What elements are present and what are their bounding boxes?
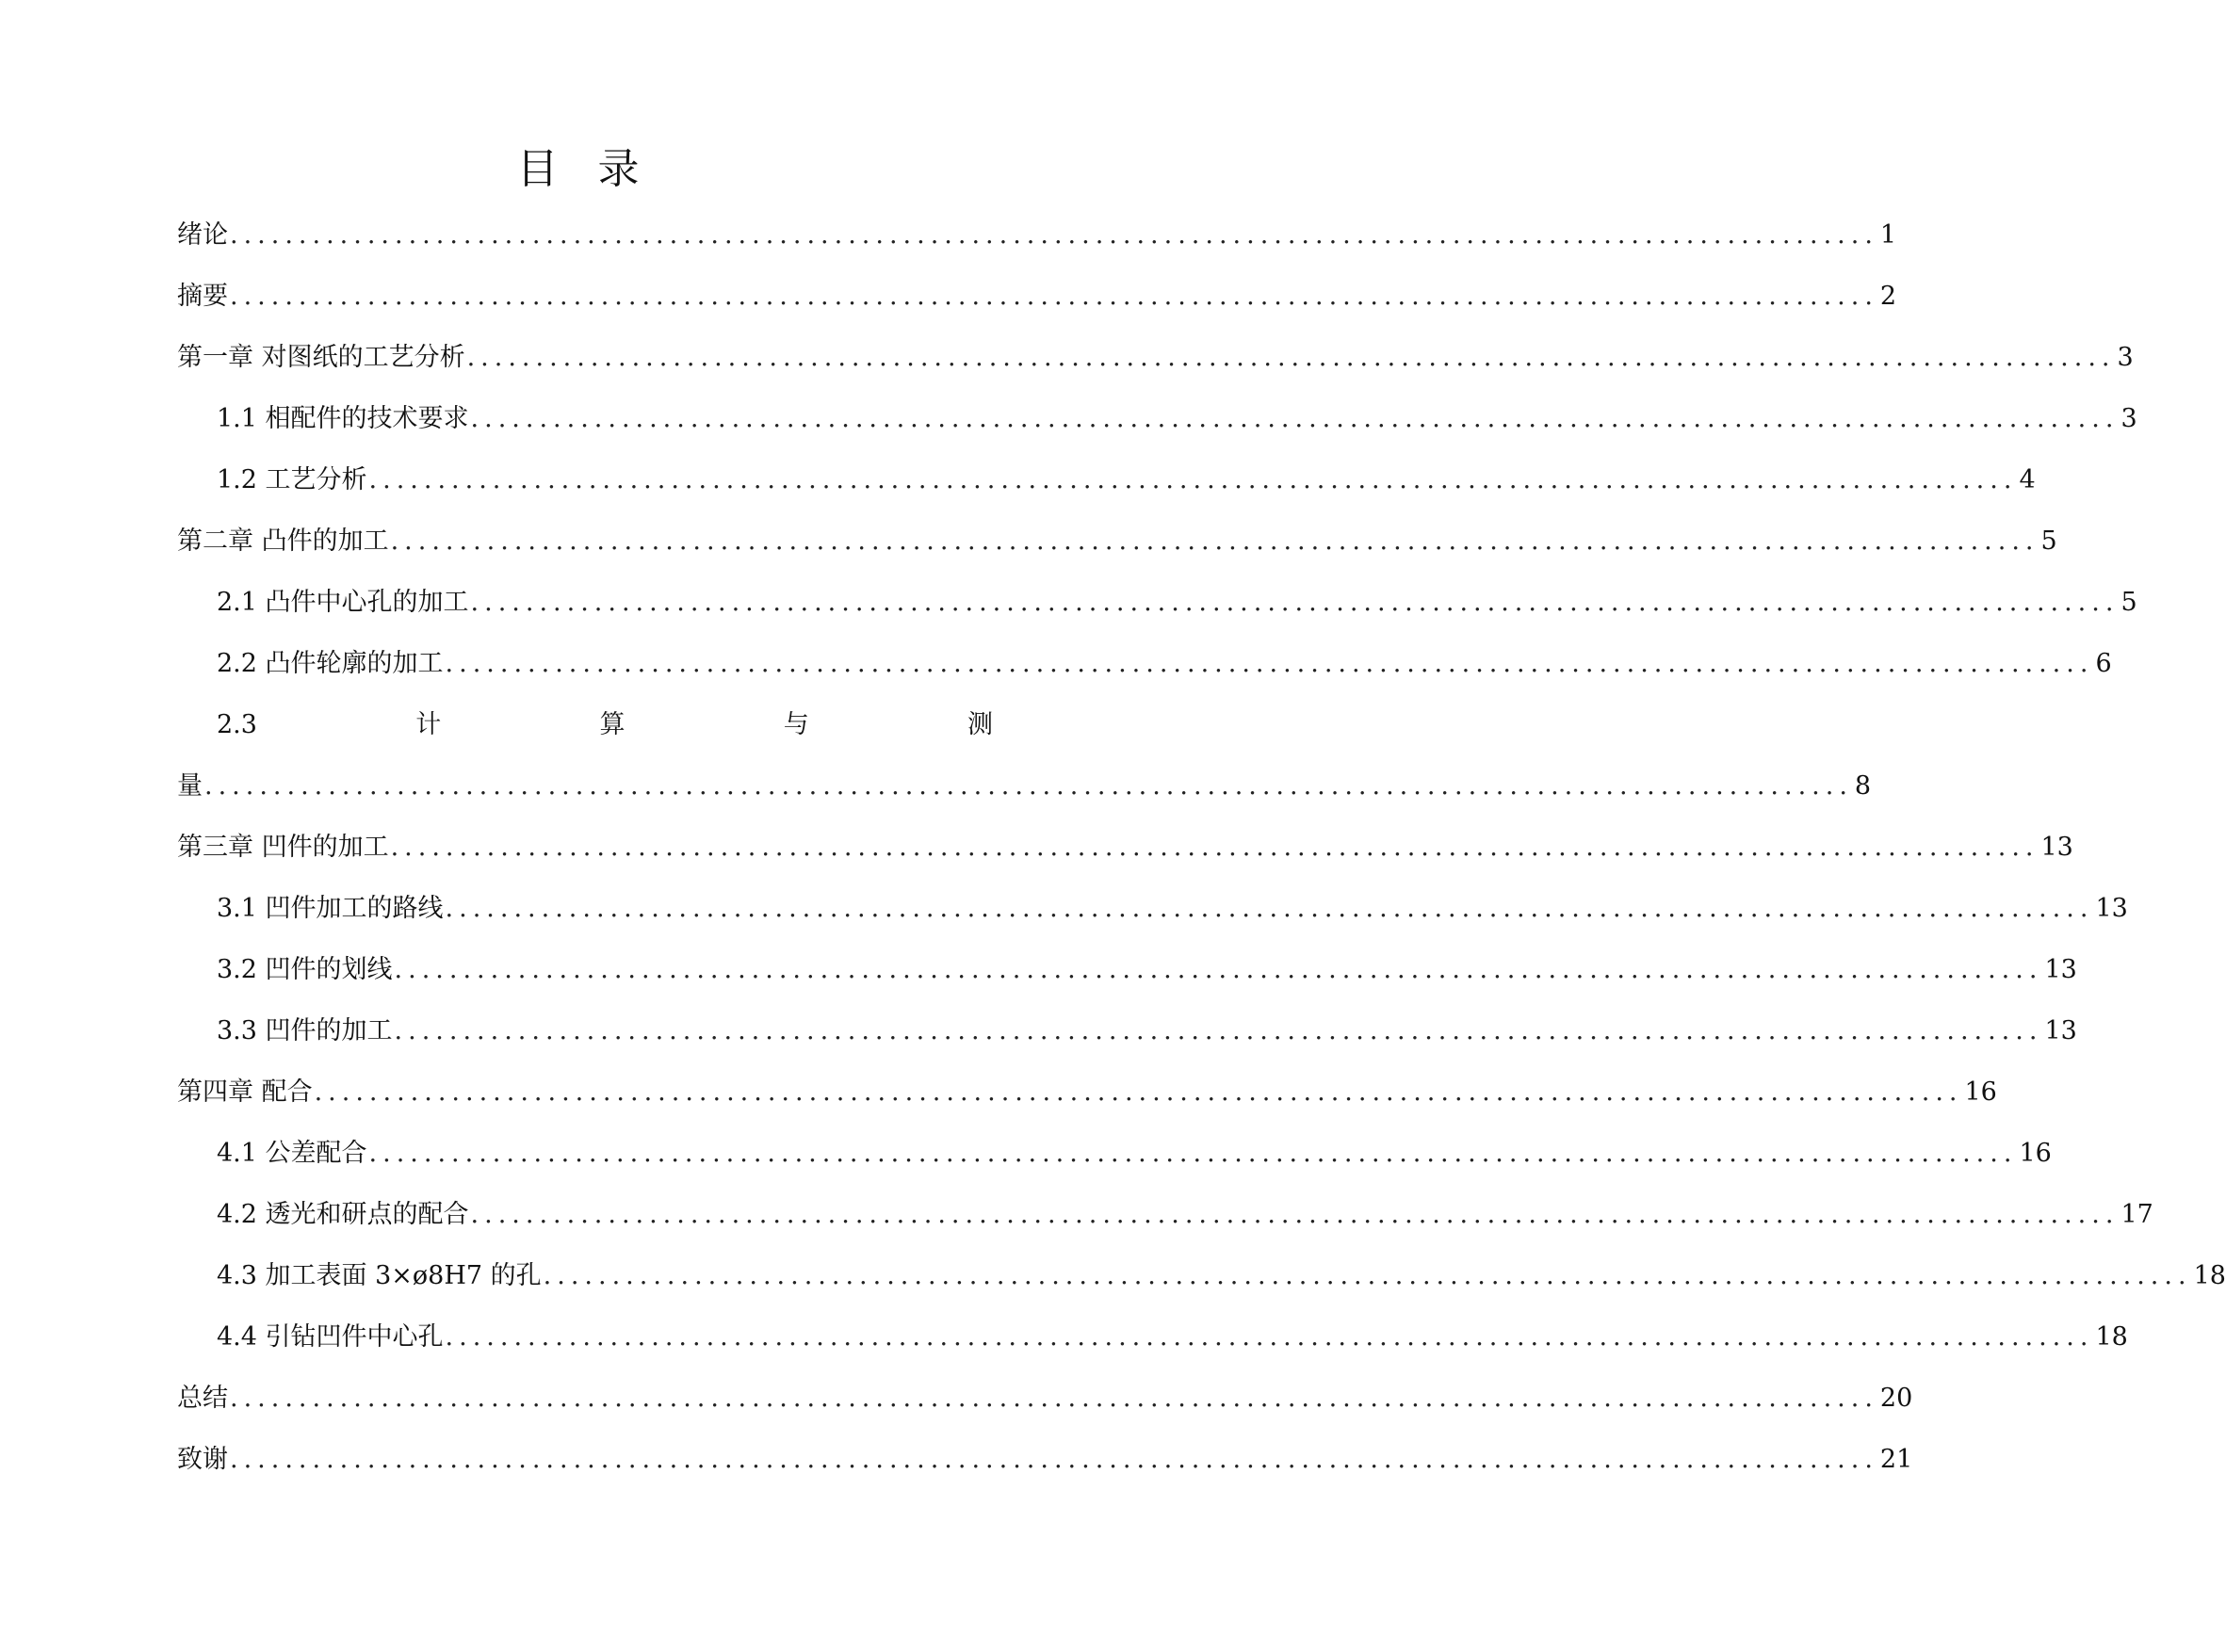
toc-entry-label-part: 计 (415, 710, 442, 739)
toc-leader-dots: ........................................................................................................................ (445, 1322, 2094, 1352)
table-of-contents (177, 204, 2226, 1490)
toc-entry-label: 摘要 (177, 282, 228, 311)
toc-entry-label: 第三章 凹件的加工 (177, 833, 389, 862)
toc-entry-page: 18 (2095, 1322, 2128, 1352)
toc-entry-section-3-1[interactable] (177, 878, 2128, 939)
toc-entry-label: 1.1 相配件的技术要求 (217, 404, 469, 433)
toc-entry-label: 4.1 公差配合 (217, 1139, 367, 1168)
toc-entry-section-3-2[interactable] (177, 939, 2077, 1000)
toc-entry-label: 2.2 凸件轮廓的加工 (217, 649, 444, 678)
toc-entry-section-4-3[interactable] (177, 1245, 2226, 1306)
toc-entry-page: 3 (2117, 343, 2134, 372)
toc-entry-label: 4.2 透光和研点的配合 (217, 1200, 469, 1229)
toc-leader-dots: ........................................................................................................................ (368, 465, 2018, 494)
toc-entry-acknowledgements[interactable] (177, 1429, 1913, 1490)
toc-entry-chapter-2[interactable] (177, 510, 2057, 572)
toc-entry-section-2-1[interactable] (177, 572, 2137, 633)
toc-entry-section-4-1[interactable] (177, 1123, 2052, 1184)
toc-entry-label: 致谢 (177, 1445, 228, 1474)
toc-leader-dots: ........................................................................................................................ (230, 220, 1878, 250)
toc-entry-label: 4.3 加工表面 3×ø8H7 的孔 (217, 1261, 542, 1290)
toc-leader-dots: ........................................................................................................................ (445, 894, 2094, 923)
toc-entry-label-part: 算 (599, 710, 626, 739)
toc-entry-section-3-3[interactable] (177, 1000, 2077, 1061)
toc-title: 目 录 (516, 145, 653, 193)
toc-leader-dots: ........................................................................................................................ (230, 1384, 1878, 1413)
toc-entry-label-part: 测 (967, 710, 993, 739)
toc-entry-page: 6 (2095, 649, 2112, 678)
toc-entry-chapter-1[interactable] (177, 327, 2134, 388)
toc-leader-dots: ........................................................................................................................ (314, 1077, 1963, 1107)
toc-leader-dots: ........................................................................................................................ (470, 1200, 2120, 1229)
toc-entry-page: 16 (1964, 1077, 1997, 1107)
toc-entry-label: 3.2 凹件的划线 (217, 955, 393, 984)
toc-entry-page: 17 (2120, 1200, 2153, 1229)
toc-leader-dots: ........................................................................................................................ (470, 404, 2120, 433)
toc-entry-page: 1 (1879, 220, 1897, 250)
toc-leader-dots: ........................................................................................................................ (230, 1445, 1878, 1474)
toc-entry-chapter-4[interactable] (177, 1061, 1997, 1123)
toc-leader-dots: ........................................................................................................................ (368, 1139, 2018, 1168)
toc-entry-label: 1.2 工艺分析 (217, 465, 367, 494)
toc-entry-label: 4.4 引钻凹件中心孔 (217, 1322, 444, 1352)
toc-leader-dots: ........................................................................................................................ (204, 771, 1853, 801)
toc-entry-page: 3 (2120, 404, 2137, 433)
toc-entry-page: 18 (2193, 1261, 2226, 1290)
toc-leader-dots: ........................................................................................................................ (390, 526, 2039, 556)
toc-entry-page: 5 (2040, 526, 2057, 556)
toc-entry-page: 20 (1879, 1384, 1913, 1413)
toc-entry-label: 量 (177, 771, 203, 801)
toc-entry-label: 2.1 凸件中心孔的加工 (217, 588, 469, 617)
toc-entry-page: 13 (2044, 1016, 2077, 1045)
toc-leader-dots: ........................................................................................................................ (543, 1261, 2192, 1290)
toc-entry-label: 第四章 配合 (177, 1077, 313, 1107)
toc-entry-page: 13 (2095, 894, 2128, 923)
toc-entry-chapter-3[interactable] (177, 817, 2073, 878)
toc-entry-page: 5 (2120, 588, 2137, 617)
toc-entry-page: 2 (1879, 282, 1897, 311)
toc-entry-section-1-1[interactable] (177, 388, 2137, 449)
toc-entry-section-2-2[interactable] (177, 633, 2112, 694)
toc-entry-section-4-4[interactable] (177, 1306, 2128, 1368)
toc-leader-dots: ........................................................................................................................ (394, 1016, 2043, 1045)
toc-entry-section-4-2[interactable] (177, 1184, 2153, 1245)
toc-entry-label: 3.3 凹件的加工 (217, 1016, 393, 1045)
toc-leader-dots: ........................................................................................................................ (470, 588, 2120, 617)
toc-leader-dots: ........................................................................................................................ (394, 955, 2043, 984)
toc-entry-label: 总结 (177, 1384, 228, 1413)
toc-entry-label: 第一章 对图纸的工艺分析 (177, 343, 465, 372)
toc-entry-section-2-3[interactable] (177, 694, 993, 755)
toc-entry-section-2-3-continuation[interactable] (177, 755, 1872, 817)
toc-entry-label: 绪论 (177, 220, 228, 250)
toc-entry-label-part: 与 (783, 710, 809, 739)
toc-entry-page: 13 (2040, 833, 2073, 862)
toc-leader-dots: ........................................................................................................................ (390, 833, 2039, 862)
toc-entry-page: 8 (1854, 771, 1872, 801)
toc-entry-intro[interactable] (177, 204, 1897, 266)
toc-entry-label: 第二章 凸件的加工 (177, 526, 389, 556)
toc-leader-dots: ........................................................................................................................ (230, 282, 1878, 311)
toc-entry-abstract[interactable] (177, 266, 1897, 327)
toc-entry-section-1-2[interactable] (177, 449, 2036, 510)
toc-entry-label-part: 2.3 (217, 710, 257, 739)
toc-entry-page: 13 (2044, 955, 2077, 984)
toc-entry-label: 3.1 凹件加工的路线 (217, 894, 444, 923)
toc-entry-summary[interactable] (177, 1368, 1913, 1429)
toc-leader-dots: ........................................................................................................................ (445, 649, 2094, 678)
toc-leader-dots: ........................................................................................................................ (466, 343, 2116, 372)
toc-entry-page: 4 (2019, 465, 2036, 494)
toc-entry-page: 16 (2019, 1139, 2052, 1168)
toc-entry-page: 21 (1879, 1445, 1913, 1474)
